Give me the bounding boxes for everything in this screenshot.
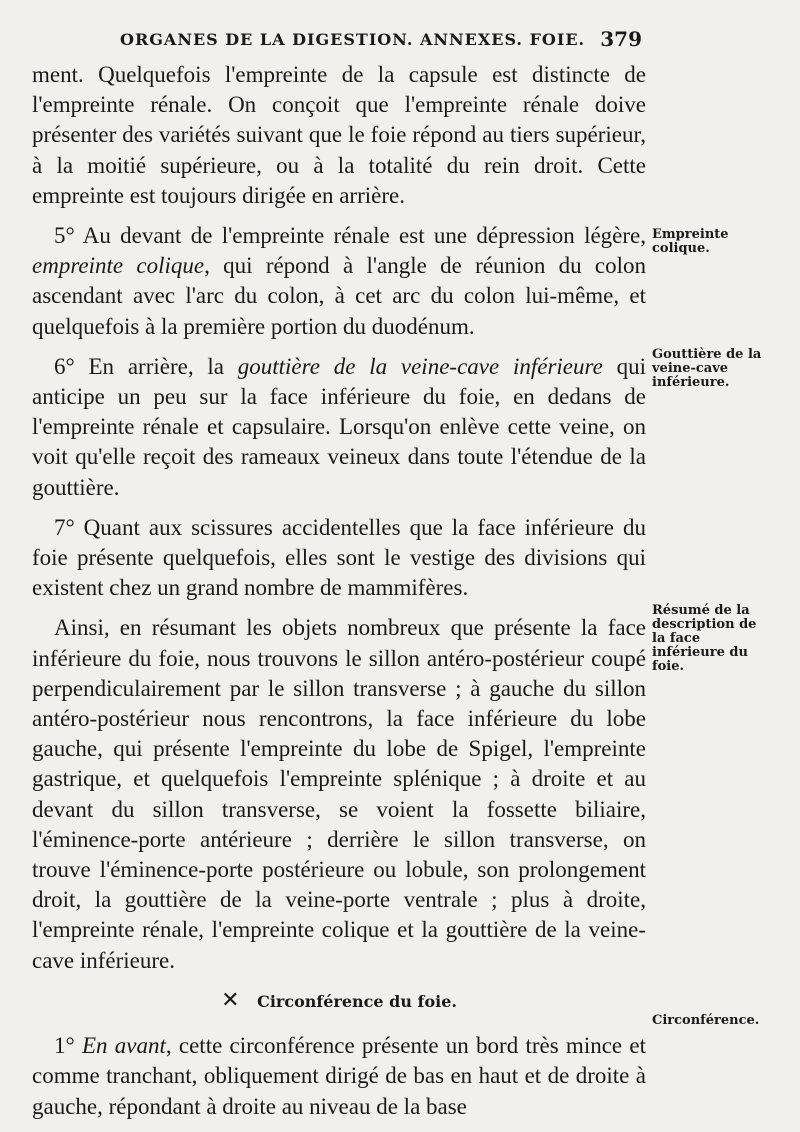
text-run: 5° Au devant de l'empreinte rénale est une dépression légère, [54, 223, 646, 249]
section-heading-text: Circonférence du foie. [257, 991, 457, 1011]
margin-note-gouttiere-veine-cave: Gouttière de la veine-cave inférieure. [652, 347, 762, 390]
italic-term: En avant [81, 1033, 166, 1059]
margin-note-resume: Résumé de la description de la face inférieure du foie. [652, 603, 757, 674]
text-run: 7° Quant aux scissures accidentelles que la face inférieure du foie présente quelquefois, elles sont le vestige des divisions qui existent chez un grand nombre de mammifères. [32, 514, 646, 601]
paragraph-4 [32, 513, 646, 604]
text-run: , qui répond à l'angle de réunion du colon ascendant avec l'arc du colon, à cet arc du colon lui-même, et quelquefois à la première portion du duodénum. [32, 253, 647, 339]
text-run: , cette circonférence présente un bord très mince et comme tranchant, obliquement dirigé de bas en haut et de droite à gauche, répondant à droite au niveau de la base [32, 1033, 646, 1119]
running-head [120, 27, 642, 51]
page-number: 379 [600, 27, 642, 51]
paragraph-2 [32, 221, 646, 342]
text-run: Ainsi, en résumant les objets nombreux que présente la face inférieure du foie, nous trouvons le sillon antéro-postérieur coupé perpendiculairement par le sillon transverse ; à gauche du sillon antéro-postérieur nous rencontrons, la face inférieure du lobe gauche, qui présente l'empreinte du lobe de Spigel, l'empreinte gastrique, et quelquefois l'empreinte splénique ; à droite et au devant du sillon transverse, se voient la fossette biliaire, l'éminence-porte antérieure ; derrière le sillon transverse, on trouve l'éminence-porte postérieure ou lobule, son prolongement droit, la gouttière de la veine-porte ventrale ; plus à droite, l'empreinte rénale, l'empreinte colique et la gouttière de la veine-cave inférieure. [32, 615, 646, 973]
text-run: 6° En arrière, la [54, 353, 238, 379]
paragraph-1 [32, 60, 646, 211]
handwritten-cross-mark: ✕ [221, 987, 240, 1013]
running-title: ORGANES DE LA DIGESTION. ANNEXES. FOIE. [120, 30, 586, 49]
paragraph-6 [32, 1031, 646, 1122]
paragraph-5 [32, 613, 646, 975]
text-run: ment. Quelquefois l'empreinte de la capsule est distincte de l'empreinte rénale. On conçoit que l'empreinte rénale doive présenter des variétés suivant que le foie répond au tiers supérieur, à la moitié supérieure, ou à la totalité du rein droit. Cette empreinte est toujours dirigée en arrière. [32, 62, 646, 208]
body-text [32, 60, 646, 1132]
margin-note-circonference: Circonférence. [652, 1013, 760, 1028]
text-run: 1° [54, 1033, 82, 1059]
italic-term: empreinte colique [32, 253, 205, 279]
section-heading [32, 986, 646, 1017]
margin-note-empreinte-colique: Empreinte colique. [652, 227, 729, 256]
paragraph-3 [32, 352, 646, 503]
text-run: qui anticipe un peu sur la face inférieure du foie, en dedans de l'empreinte rénale et capsulaire. Lorsqu'on enlève cette veine, on voit qu'elle reçoit des rameaux veineux dans toute l'étendue de la gouttière. [32, 353, 647, 500]
italic-term: gouttière de la veine-cave inférieure [237, 353, 603, 379]
